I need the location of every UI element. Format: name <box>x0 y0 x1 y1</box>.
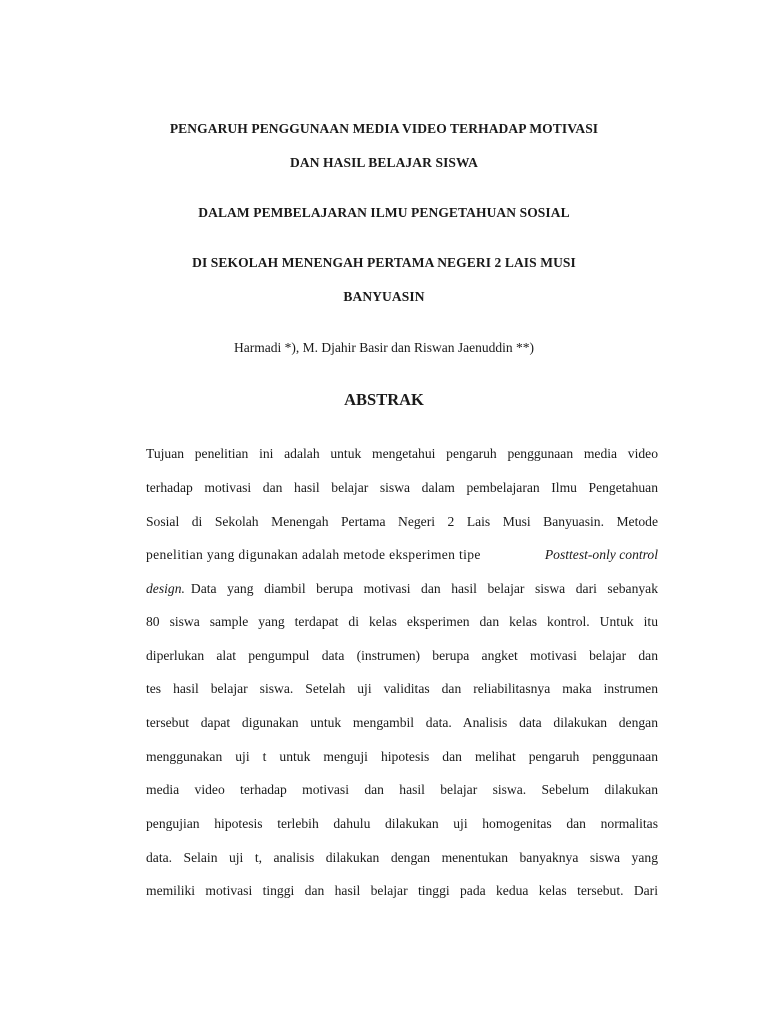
abstract-line: pengujian hipotesis terlebih dahulu dilakukan uji homogenitas dan normalitas <box>146 816 658 831</box>
title-line-1: PENGARUH PENGGUNAAN MEDIA VIDEO TERHADAP MOTIVASI <box>169 121 599 136</box>
abstract-heading: ABSTRAK <box>344 390 424 409</box>
abstract-line: media video terhadap motivasi dan hasil belajar siswa. Sebelum dilakukan <box>146 782 658 797</box>
abstract-line <box>146 547 658 563</box>
abstract-line: Tujuan penelitian ini adalah untuk mengetahui pengaruh penggunaan media video <box>146 446 658 461</box>
abstract-line: tersebut dapat digunakan untuk mengambil data. Analisis data dilakukan dengan <box>146 715 658 730</box>
abstract-line-italic: Posttest-only control <box>544 547 658 562</box>
abstract-line: data. Selain uji t, analisis dilakukan dengan menentukan banyaknya siswa yang <box>146 850 658 865</box>
abstract-line: menggunakan uji t untuk menguji hipotesis dan melihat pengaruh penggunaan <box>146 749 658 764</box>
abstract-line: 80 siswa sample yang terdapat di kelas eksperimen dan kelas kontrol. Untuk itu <box>146 614 658 629</box>
abstract-line: diperlukan alat pengumpul data (instrumen) berupa angket motivasi belajar dan <box>146 648 658 663</box>
title-line-3: DALAM PEMBELAJARAN ILMU PENGETAHUAN SOSIAL <box>198 205 570 220</box>
title-line-4: DI SEKOLAH MENENGAH PERTAMA NEGERI 2 LAIS MUSI <box>192 255 576 270</box>
authors: Harmadi *), M. Djahir Basir dan Riswan Jaenuddin **) <box>234 340 534 355</box>
abstract-line: terhadap motivasi dan hasil belajar siswa dalam pembelajaran Ilmu Pengetahuan <box>146 480 658 495</box>
abstract-line-italic: design. <box>146 581 185 596</box>
title-line-2: DAN HASIL BELAJAR SISWA <box>290 155 478 170</box>
abstract-line: tes hasil belajar siswa. Setelah uji validitas dan reliabilitasnya maka instrumen <box>146 681 658 696</box>
abstract-line: memiliki motivasi tinggi dan hasil belajar tinggi pada kedua kelas tersebut. Dari <box>146 883 658 898</box>
abstract-line: Sosial di Sekolah Menengah Pertama Negeri 2 Lais Musi Banyuasin. Metode <box>146 514 658 529</box>
abstract-line-text: penelitian yang digunakan adalah metode eksperimen tipe <box>146 547 481 562</box>
title-line-5: BANYUASIN <box>343 289 425 304</box>
abstract-line <box>146 581 658 597</box>
abstract-line-text: Data yang diambil berupa motivasi dan hasil belajar siswa dari sebanyak <box>190 581 658 596</box>
